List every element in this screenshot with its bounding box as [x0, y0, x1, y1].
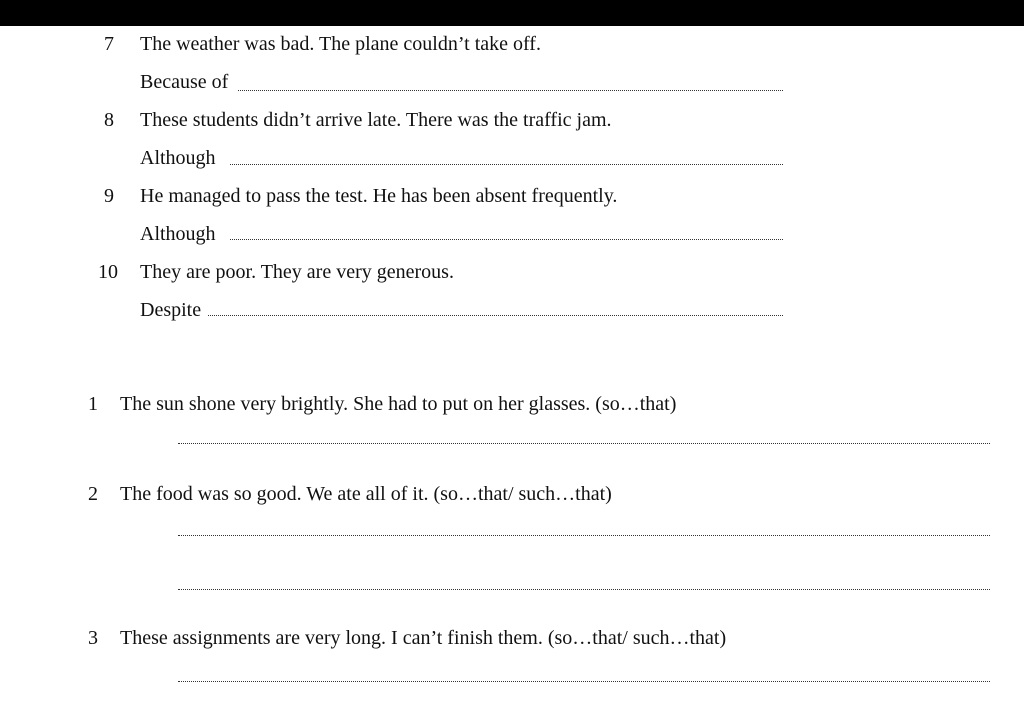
- item-number: 3: [88, 627, 98, 649]
- item-number: 2: [88, 483, 98, 505]
- item-number: 9: [104, 185, 114, 207]
- answer-line[interactable]: [178, 443, 990, 444]
- item-number: 1: [88, 393, 98, 415]
- worksheet-page: [0, 26, 1024, 724]
- answer-line[interactable]: [238, 90, 783, 91]
- item-number: 10: [98, 261, 118, 283]
- answer-line[interactable]: [178, 535, 990, 536]
- item-sentence: These assignments are very long. I can’t finish them. (so…that/ such…that): [120, 627, 727, 649]
- answer-prompt: Because of: [140, 71, 229, 93]
- answer-line[interactable]: [208, 315, 783, 316]
- item-sentence: He managed to pass the test. He has been absent frequently.: [140, 185, 618, 207]
- answer-prompt: Although: [140, 223, 216, 245]
- item-sentence: The sun shone very brightly. She had to put on her glasses. (so…that): [120, 393, 677, 415]
- item-sentence: The weather was bad. The plane couldn’t take off.: [140, 33, 541, 55]
- answer-prompt: Despite: [140, 299, 202, 321]
- top-black-bar: [0, 0, 1024, 26]
- item-sentence: The food was so good. We ate all of it. (so…that/ such…that): [120, 483, 612, 505]
- answer-line[interactable]: [230, 164, 783, 165]
- answer-line[interactable]: [230, 239, 783, 240]
- item-sentence: They are poor. They are very generous.: [140, 261, 454, 283]
- answer-line[interactable]: [178, 681, 990, 682]
- item-number: 7: [104, 33, 114, 55]
- item-sentence: These students didn’t arrive late. There was the traffic jam.: [140, 109, 612, 131]
- item-number: 8: [104, 109, 114, 131]
- answer-line[interactable]: [178, 589, 990, 590]
- answer-prompt: Although: [140, 147, 216, 169]
